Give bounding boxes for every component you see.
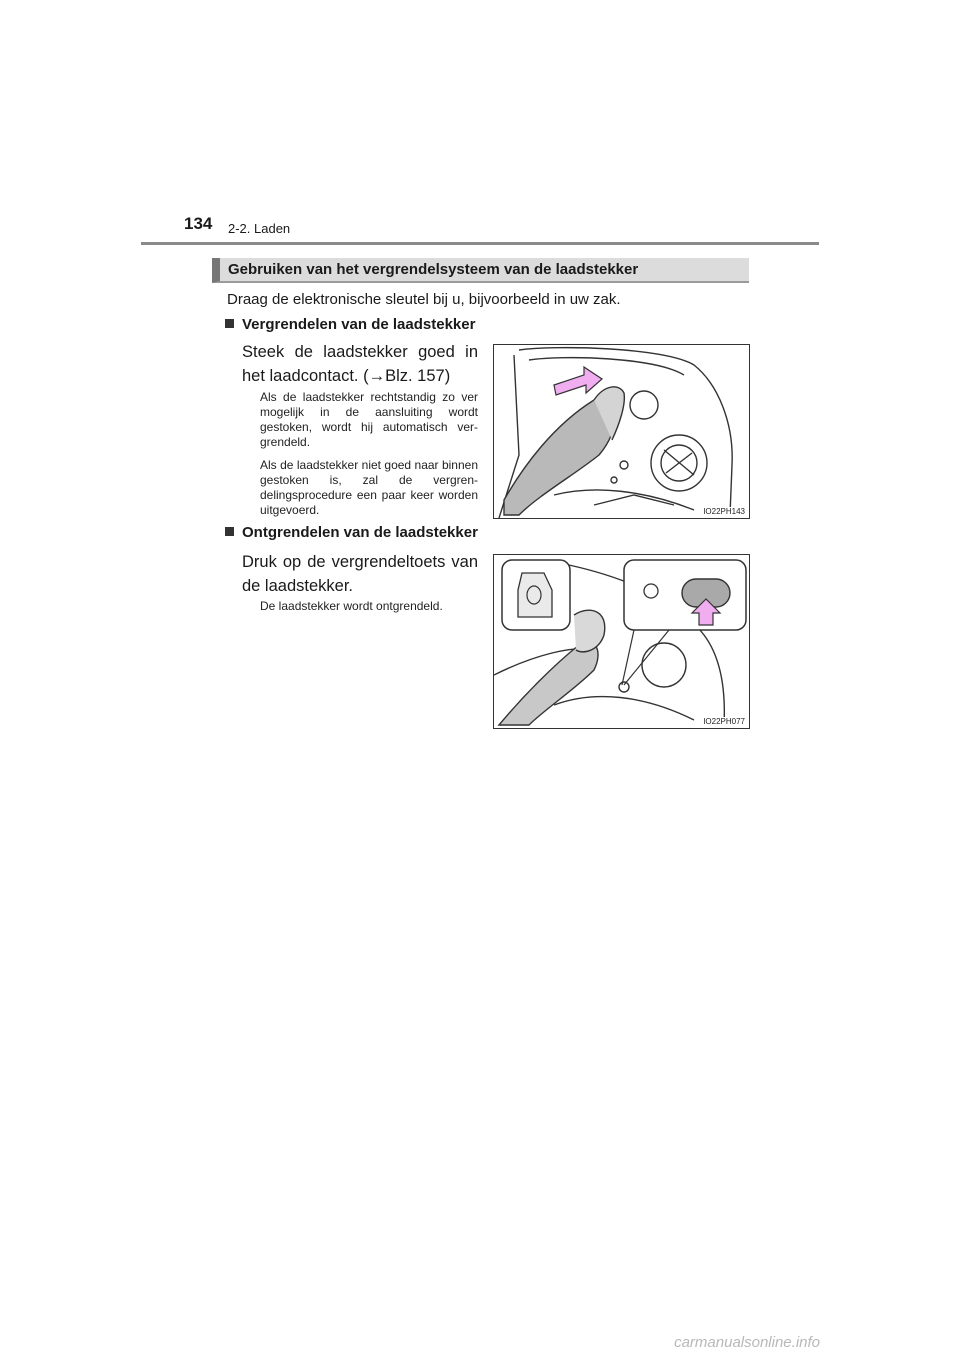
square-bullet-icon bbox=[225, 527, 234, 536]
unlock-heading bbox=[225, 524, 478, 541]
intro-text: Draag de elektronische sleutel bij u, bijvoorbeeld in uw zak. bbox=[227, 291, 621, 308]
lock-note-2: Als de laadstekker niet goed naar binnen gestoken is, zal de vergren-delingsprocedure een paar keer worden uitgevoerd. bbox=[260, 458, 478, 517]
electronic-key-icon bbox=[518, 573, 552, 617]
lock-note-1: Als de laadstekker rechtstandig zo ver mogelijk in de aansluiting wordt gestoken, wordt hij automatisch ver-grendeld. bbox=[260, 390, 478, 449]
charging-plug-insert-illustration bbox=[494, 345, 749, 518]
page-number: 134 bbox=[184, 214, 213, 233]
lock-figure-code: IO22PH143 bbox=[703, 507, 745, 516]
unlock-instruction: Druk op de vergrendeltoets van de laadstekker. bbox=[242, 553, 478, 595]
square-bullet-icon bbox=[225, 319, 234, 328]
unlock-figure bbox=[493, 554, 750, 729]
unlock-button-illustration bbox=[494, 555, 749, 728]
unlock-note: De laadstekker wordt ontgrendeld. bbox=[260, 599, 443, 613]
unlock-figure-code: IO22PH077 bbox=[703, 717, 745, 726]
unlock-heading-text: Ontgrendelen van de laadstekker bbox=[242, 524, 478, 541]
header-rule bbox=[141, 242, 819, 245]
lock-figure bbox=[493, 344, 750, 519]
lock-heading bbox=[225, 316, 475, 333]
section-heading: Gebruiken van het vergrendelsysteem van de laadstekker bbox=[212, 258, 749, 283]
lock-heading-text: Vergrendelen van de laadstekker bbox=[242, 316, 476, 333]
footer-watermark: carmanualsonline.info bbox=[674, 1334, 820, 1351]
section-reference: 2-2. Laden bbox=[228, 221, 291, 236]
insert-arrow-icon bbox=[554, 367, 602, 395]
lock-instruction: Steek de laadstekker goed in het laadcontact. (→Blz. 157) bbox=[242, 343, 478, 385]
